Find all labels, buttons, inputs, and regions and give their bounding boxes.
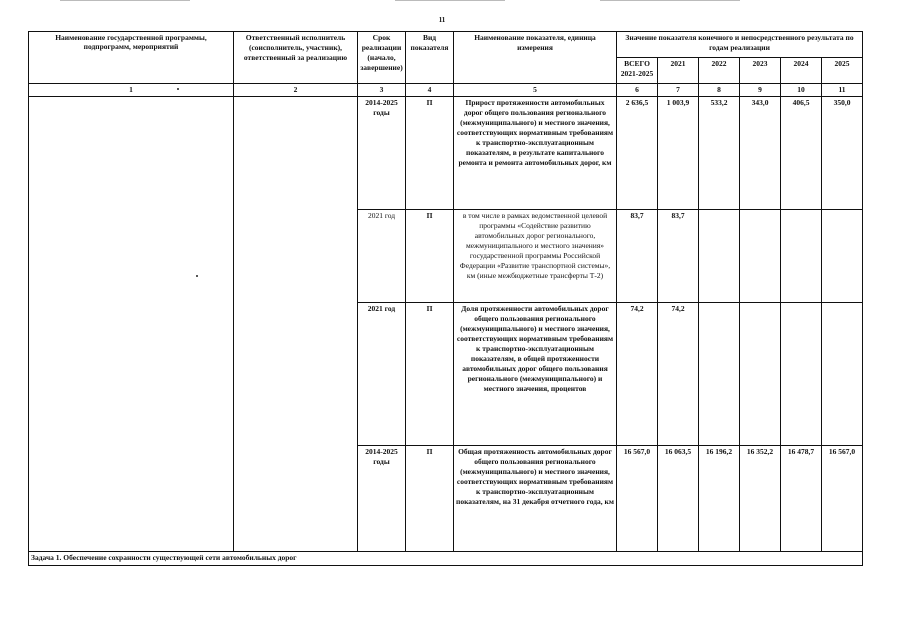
value-2021: 74,2 (658, 303, 699, 446)
indicator-cell: Доля протяженности автомобильных дорог общего пользования регионального (межмуниципального) и местного значения, соответствующих нормативным требованиям к транспортно-эксплуатационным показателям, в общей протяженности автомобильных дорог общего пользования регионального (межмуниципального) и местного значения, процентов (454, 303, 617, 446)
header-row (29, 32, 863, 58)
value-2023 (740, 303, 781, 446)
indicator-cell: Общая протяженность автомобильных дорог общего пользования регионального (межмуниципального) и местного значения, соответствующих нормативным требованиям к транспортно-эксплуатационным показателям, на 31 декабря отчетного года, км (454, 446, 617, 552)
column-number: 4 (406, 84, 454, 97)
value-2024 (781, 210, 822, 303)
column-number: 2 (234, 84, 358, 97)
column-number: 7 (658, 84, 699, 97)
header-year: 2023 (740, 58, 781, 84)
program-name-cell (29, 97, 234, 552)
header-executor: Ответственный исполнитель (соисполнитель, участник), ответственный за реализацию (234, 32, 358, 84)
kind-cell: П (406, 303, 454, 446)
header-year: 2022 (699, 58, 740, 84)
value-total: 16 567,0 (617, 446, 658, 552)
indicator-cell: Прирост протяженности автомобильных дорог общего пользования регионального (межмуниципального) и местного значения, соответствующих нормативным требованиям к транспортно-эксплуатационным показателям, в результате капитального ремонта и ремонта автомобильных дорог, км (454, 97, 617, 210)
top-edge-line (600, 0, 740, 1)
header-indicator: Наименование показателя, единица измерения (454, 32, 617, 84)
scan-speck (196, 275, 198, 277)
table-row (29, 97, 863, 210)
value-2025 (822, 303, 863, 446)
page-number: 11 (438, 16, 446, 24)
scan-speck (177, 88, 179, 90)
column-number: 3 (358, 84, 406, 97)
column-number: 5 (454, 84, 617, 97)
value-2022: 533,2 (699, 97, 740, 210)
value-total: 74,2 (617, 303, 658, 446)
column-number: 8 (699, 84, 740, 97)
value-2022 (699, 303, 740, 446)
value-2023: 16 352,2 (740, 446, 781, 552)
column-number: 1 (29, 84, 234, 97)
header-year: 2025 (822, 58, 863, 84)
value-2024 (781, 303, 822, 446)
column-number: 9 (740, 84, 781, 97)
kind-cell: П (406, 446, 454, 552)
header-values-group: Значение показателя конечного и непосредственного результата по годам реализации (617, 32, 863, 58)
value-2021: 83,7 (658, 210, 699, 303)
value-total: 2 636,5 (617, 97, 658, 210)
header-year: 2024 (781, 58, 822, 84)
value-total: 83,7 (617, 210, 658, 303)
term-cell: 2021 год (358, 303, 406, 446)
task-row (29, 552, 863, 566)
value-2022: 16 196,2 (699, 446, 740, 552)
value-2021: 16 063,5 (658, 446, 699, 552)
value-2024: 406,5 (781, 97, 822, 210)
column-number: 10 (781, 84, 822, 97)
value-2022 (699, 210, 740, 303)
term-cell: 2014-2025 годы (358, 97, 406, 210)
value-2025: 16 567,0 (822, 446, 863, 552)
term-cell: 2014-2025 годы (358, 446, 406, 552)
value-2021: 1 003,9 (658, 97, 699, 210)
executor-cell (234, 97, 358, 552)
term-cell: 2021 год (358, 210, 406, 303)
indicators-table (28, 31, 863, 566)
header-term: Срок реализации (начало, завершение) (358, 32, 406, 84)
column-number-row (29, 84, 863, 97)
column-number: 11 (822, 84, 863, 97)
value-2023 (740, 210, 781, 303)
top-edge-line (60, 0, 190, 1)
value-2024: 16 478,7 (781, 446, 822, 552)
header-kind: Вид показателя (406, 32, 454, 84)
header-year: 2021 (658, 58, 699, 84)
header-total: ВСЕГО 2021-2025 (617, 58, 658, 84)
task-title: Задача 1. Обеспечение сохранности существующей сети автомобильных дорог (29, 552, 863, 566)
kind-cell: П (406, 210, 454, 303)
value-2025 (822, 210, 863, 303)
column-number: 6 (617, 84, 658, 97)
value-2025: 350,0 (822, 97, 863, 210)
indicator-cell: в том числе в рамках ведомственной целевой программы «Содействие развитию автомобильных дорог регионального, межмуниципального и местного значения» государственной программы Российской Федерации «Развитие транспортной системы», км (иные межбюджетные трансферты Т-2) (454, 210, 617, 303)
kind-cell: П (406, 97, 454, 210)
header-name: Наименование государственной программы, подпрограмм, мероприятий (29, 32, 234, 84)
value-2023: 343,0 (740, 97, 781, 210)
top-edge-line (395, 0, 505, 1)
